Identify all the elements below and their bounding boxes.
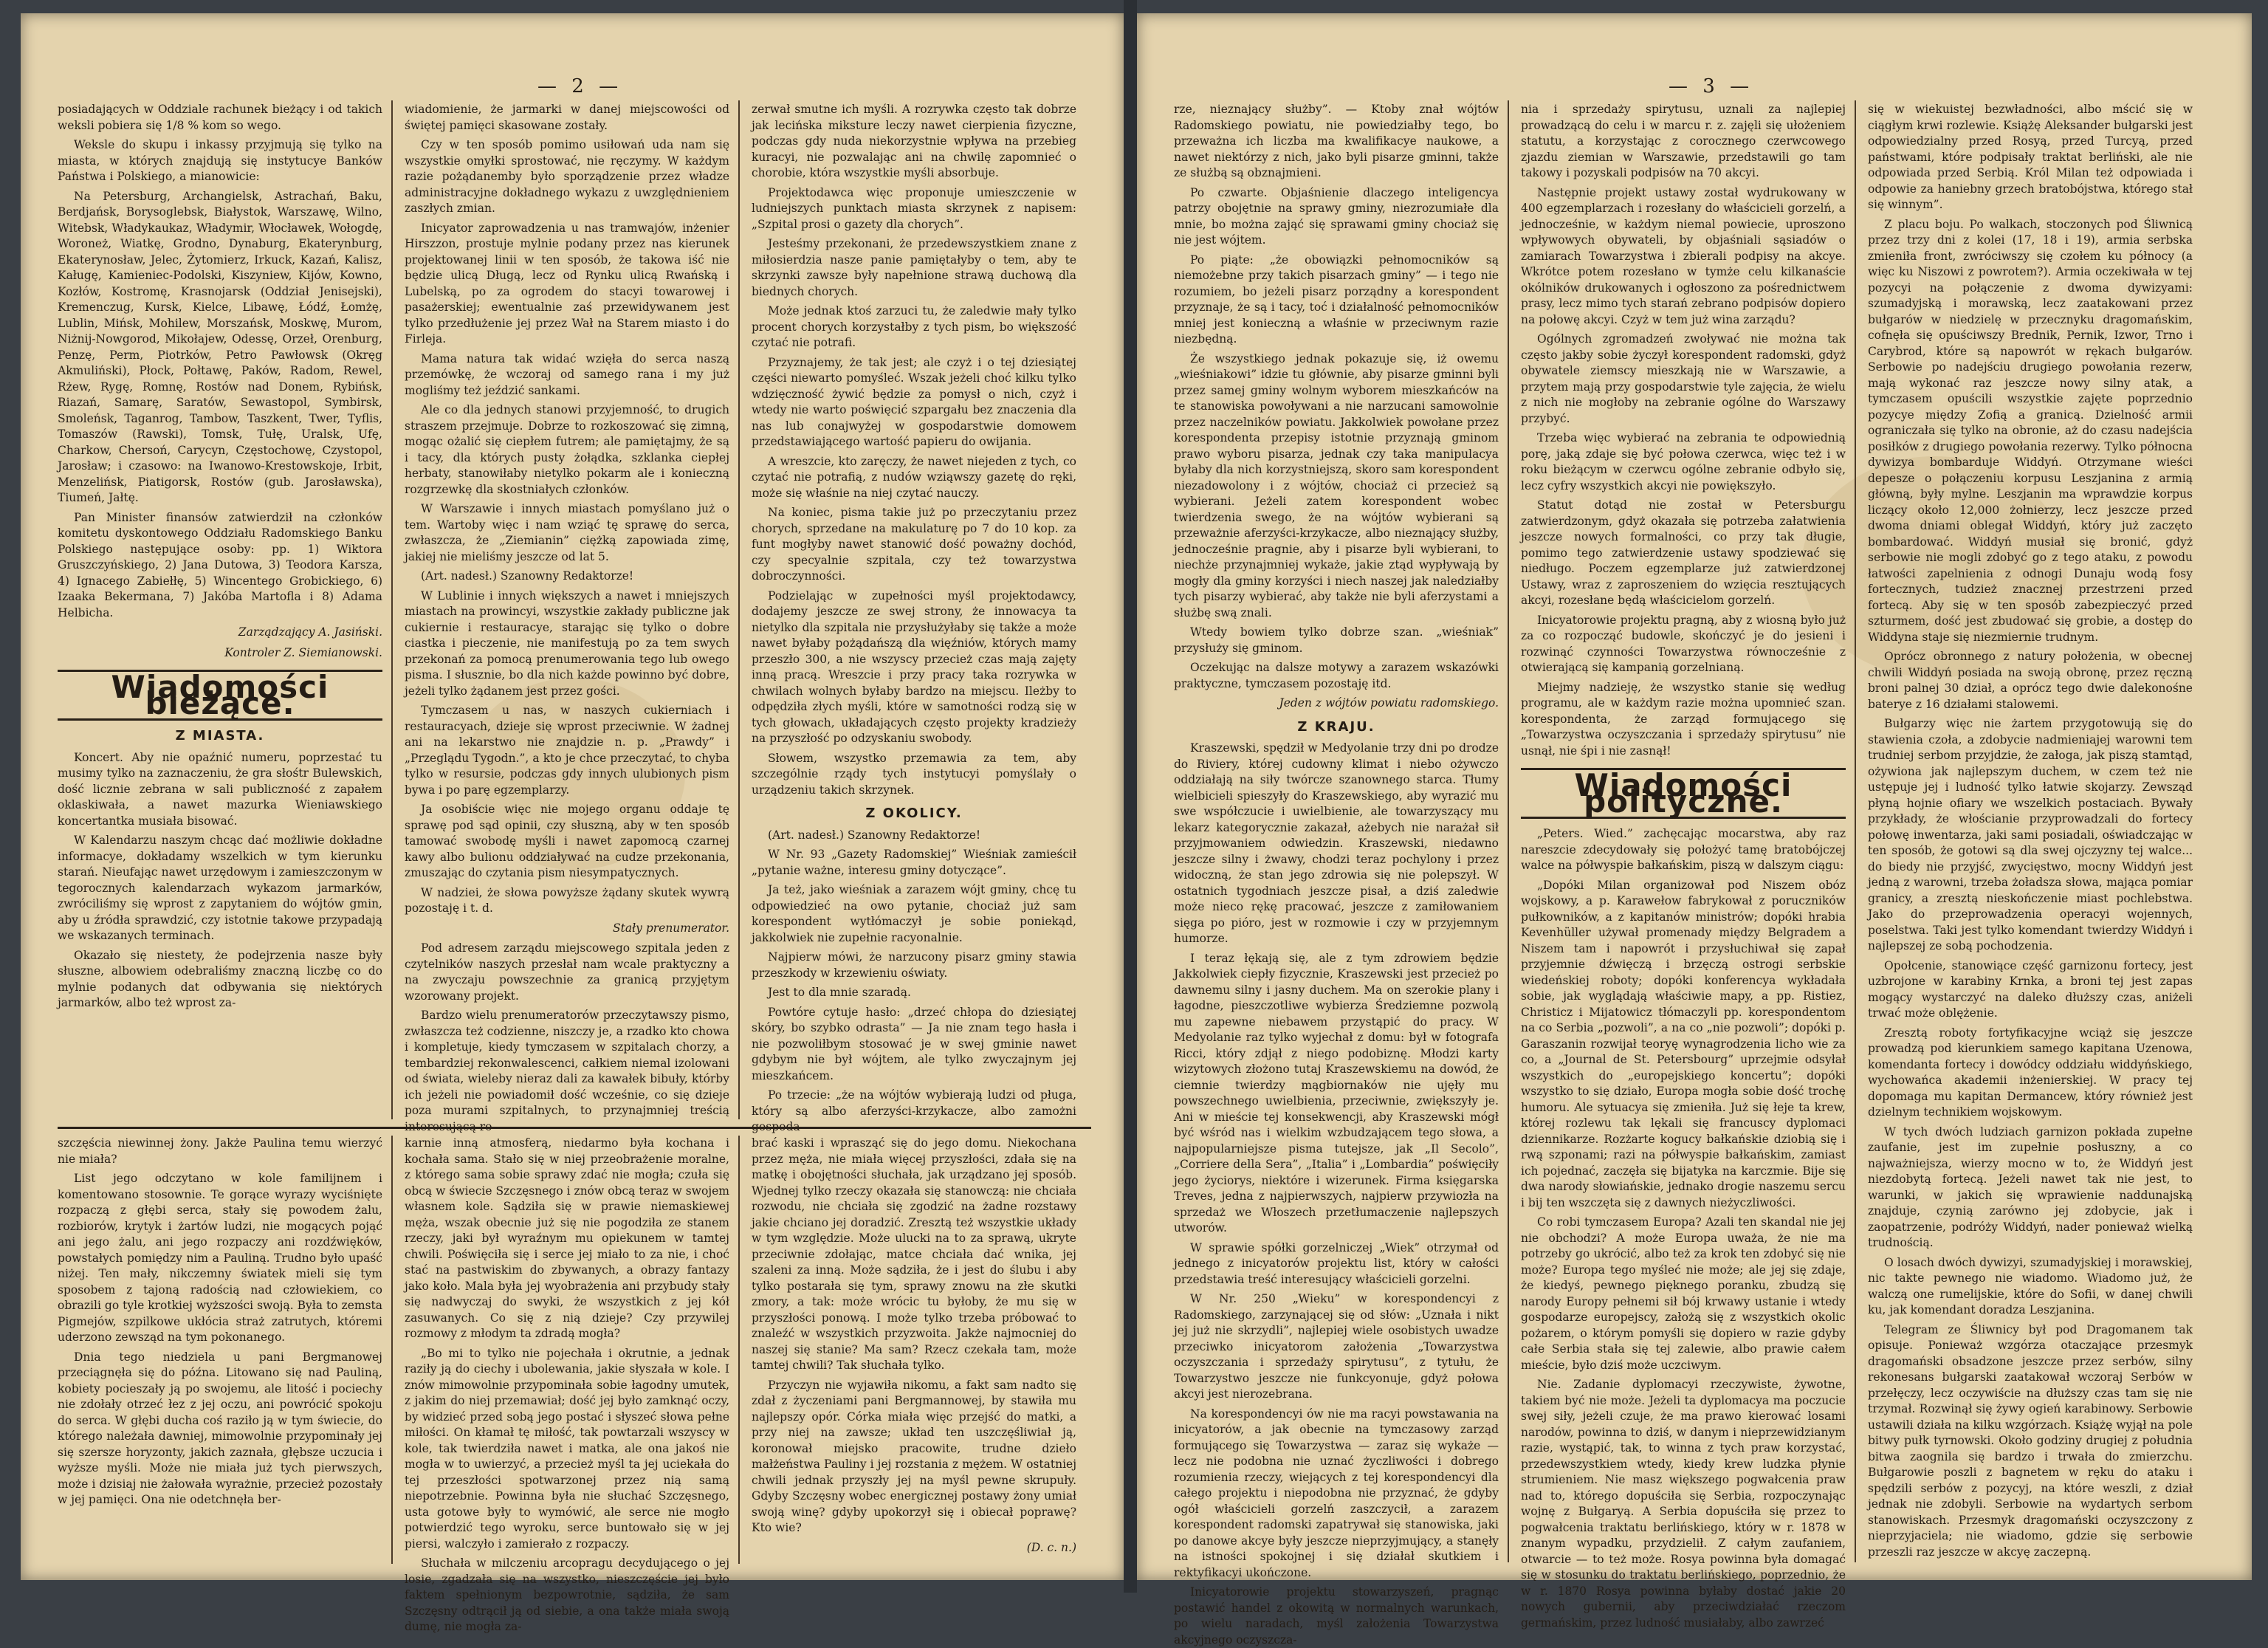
paragraph: Wtedy bowiem tylko dobrze szan. „wieśniak” przysłuży się gminom.: [1174, 625, 1499, 655]
paragraph: Zresztą roboty fortyfikacyjne wciąż się jeszcze prowadzą pod kierunkiem samego kapitana Uzenowa, komendanta fortecy i dowódcy oddziału widdyńskiego, wychowańca akademii inżenierskiej. W pracy tej dopomaga mu kapitan Dermancew, który również jest dzielnym technikiem wojskowym.: [1868, 1026, 2193, 1119]
paragraph: (Art. nadesł.) Szanowny Redaktorze!: [421, 569, 634, 583]
paragraph: Co robi tymczasem Europa? Azali ten skandal nie jej nie obchodzi? A może Europa uważa, że nie ma potrzeby go ukrócić, albo też za krok ten zdobyć się nie może? Europa tego myśleć nie może; ale jej się zdaje, że kiedyś, pewnego pięknego poranku, zbudzą się narody Europy pełnemi sił bój krwawy ustanie i wtedy gospodarze europejscy, założą się z wszystkich okolic pożarem, o którym pomyśli się dopiero w razie gdyby całe Serbia stała się tej zalewie, albo prawie całem mieście, było dziś może uczciwym.: [1521, 1215, 1846, 1372]
paragraph: W Kalendarzu naszym chcąc dać możliwie dokładne informacye, dokładamy wszelkich w tym kierunku starań. Nieufając nawet urzędowym i zamieszczonym w tegorocznych kalendarzach wykazom jarmarków, zwróciliśmy się wprost z zapytaniem do wójtów gmin, aby u źródła sprawdzić, czy istotnie takowe przypadają we wskazanych terminach.: [58, 834, 382, 942]
section-banner: Wiadomości bieżące.: [58, 670, 382, 721]
to-be-continued: (D. c. n.): [1026, 1540, 1076, 1554]
section-subheading: Z KRAJU.: [1297, 718, 1375, 735]
paragraph: W sprawie spółki gorzelniczej „Wiek” otrzymał od jednego z inicyatorów projektu list, który w całości przedstawia treść interesujący właścicieli gorzelni.: [1174, 1240, 1499, 1286]
paragraph: szczęścia niewinnej żony. Jakże Paulina temu wierzyć nie miała?: [58, 1136, 382, 1166]
left-page: [21, 13, 1124, 1633]
paragraph: Po piąte: „że obowiązki pełnomocników są niemożebne przy takich pisarzach gminy” — i tego nie rozumiem, bo jeżeli pisarz porządny a korespondent przyznaje, że są i tacy, toć i działalność pełnomocników mniej jest konieczną a właśnie w przeciwnym razie niezbędną.: [1174, 253, 1499, 346]
paragraph: Inicyatorowie projektu stowarzyszeń, pragnąc postawić handel z okowitą w normalnych warunkach, po wielu naradach, myśl założenia Towarzystwa akcyjnego oczyszcza-: [1174, 1585, 1499, 1647]
paragraph: „Peters. Wied.” zachęcając mocarstwa, aby raz nareszcie zdecydowały się położyć tamę bratobójczej walce na półwyspie bałkańskim, piszą w dalszym ciągu:: [1521, 827, 1846, 872]
paragraph: Podzielając w zupełności myśl projektodawcy, dodajemy jeszcze ze swej strony, że innowacya ta nietylko dla szpitala nie przysłużyłaby się także a może nawet byłaby pożądańszą dla więźniów, których mamy przeszło 300, a nie wszyscy przecież czas mają zajęty inną pracą. Wreszcie i przy pracy taka rozrywka w chwilach wolnych byłaby bardzo na miejscu. Ileżby to odpędziła złych myśli, które w samotności rodzą się w tych głowach, układających często projekty kradzieży na przyszłość po odzyskaniu swobody.: [752, 588, 1076, 745]
left-column-3: [752, 102, 1076, 1139]
paragraph: Nie. Zadanie dyplomacyi rzeczywiste, żywotne, takiem być nie może. Jeżeli ta dyplomacya ma poczucie swej siły, jeżeli czuje, że ma prawo kierować losami narodów, powinna to dziś, w danym i nieprzewidzianym razie, wystąpić, tak, to winna z tych praw korzystać, przedewszystkiem wtedy, kiedy krew ludzka płynie strumieniem. Nie masz większego pogwałcenia praw nad to, którego dopuściła się Serbia, rozpoczynając wojnę z Bułgaryą. A Serbia dopuściła się przez to pogwałcenia traktatu berlińskiego, który w r. 1878 w znanym wypadku, przydzielił. Z całym zaufaniem, otwarcie — to też może. Rosya powinna była domagać się w stosunku do traktatu berlińskiego, poprzednio, że w r. 1870 Rosya powinna byłaby dostać jakie 20 nowych gubernii, aby przeciwdziałać rzeczom germańskim, przez ludność musiałaby, albo zawrzeć: [1521, 1378, 1846, 1630]
paragraph: karnie inną atmosferą, niedarmo była kochana i kochała sama. Stało się w niej przeobrażenie moralne, z którego sama sobie sprawy zdać nie mogła; czuła się obcą w świecie Szczęsnego i znów obcą teraz w swojem własnem kole. Sądziła się w prawie niemaskiewej męża, wszak obecnie już się nie pogodziła ze stanem rzeczy, jaki był wyraźnym mu opiekunem w tamtej chwili. Poświęciła się i serce jej miało to za nie, i choć stać na pastwiskim do zbywanych, a obrazy fantazy jako koło. Mala była jej wyobrażenia ani przybudy stały się nadwyczaj do swyki, że wszystkich z jej kół zasuwanych. Co się z nią dzieje? Czy przywilej rozmowy z młodym ta zdradą mogła?: [405, 1136, 729, 1340]
paragraph: Na korespondencyi ów nie ma racyi powstawania na inicyatorów, a jak obecnie na tymczasowy zarząd formującego się Towarzystwa — zaraz się wykaże — lecz nie podobna nie uznać życzliwości i dobrego rozumienia rzeczy, wiejących z tej korespondencyi dla całego projektu i niepodobna nie przyznać, że gdyby ogół właścicieli gorzelń zaszczycił, a zarazem korespondent radomski zapatrywał się stanowiska, jaki po danowe akcye były jeszcze nieprzyjmujący, a stanęły na istności spokojnej i się działał skutkiem i rektyfikacyi ukończone.: [1174, 1407, 1499, 1579]
paragraph: Po trzecie: „że na wójtów wybierają ludzi od pługa, który są albo aferzyści-krzykacze, albo zamożni: [752, 1088, 1076, 1118]
paragraph: Z placu boju. Po walkach, stoczonych pod Śliwnicą przez trzy dni z kolei (17, 18 i 19), armia serbska zmieniła front, zwróciwszy się czołem ku północy (a więc ku Niszowi z powrotem?). Armia oczekiwała w tej pozycyi na połączenie z dwoma dywizyami: szumadyjską i morawską, lecz zaatakowani przez bułgarów w niedzielę w przecznyku dragomańskim, cofnęła się opuściwszy Brednik, Pernik, Izwor, Trno i Carybrod, które są napowrót w rękach bułgarów. Serbowie po nadejściu drugiego powołania rezerw, mają wykonać raz jeszcze nowy silny atak, a tymczasem opuścili wszystkie zajęte poprzednio pozycye między Zofią a granicą. Dzielność armii ograniczała się tylko na obronie, aż do czasu nadejścia posiłków z drugiego powołania rezerwy. Tylko północna dywizya bombarduje Widdyń. Otrzymane wieści depesze o połączeniu korpusu Leszjanina z armią główną, były mylne. Leszjanin ma wprawdzie korpus liczący około 12,000 żołnierzy, lecz jeszcze przed dwoma dniami oblegał Widdyń, który już zaczęto bombardować. Widdyń musiał się bronić, gdyż serbowie nie mogli zdobyć go z tego ataku, z powodu łatwości zapelnienia z odnogi Dunaju wodą fosy fortecznych, tudzież znacznej przestrzeni przed fortecą. Aby się w ten sposób zabezpieczyć przed szturmem, dość jest zbudować się grobie, a dostęp do Widdyna staje się niezmiernie trudnym.: [1868, 217, 2193, 644]
paragraph: Słuchała w milczeniu arcopragu decydującego o jej losie, zgadzała się na wszystko, nieszczęście jej było faktem spełnionym bezpowrotnie, sądziła, że sam Szczęsny odtrącił ją od siebie, a ona także miała swoją dumę, nie mogła za-: [405, 1556, 729, 1633]
paragraph: Ja też, jako wieśniak a zarazem wójt gminy, chcę tu odpowiedzieć na owo pytanie, chociaż już sam korespondent wytłómaczył je sobie poniekąd, jakkolwiek nie zupełnie racyonalnie.: [752, 883, 1076, 944]
page-number-right: — 3 —: [1669, 75, 1754, 97]
page-number-left: — 2 —: [537, 75, 623, 97]
paragraph: nia i sprzedaży spirytusu, uznali za najlepiej prowadzącą do celu i w marcu r. z. zajęli się ułożeniem statutu, a korzystając z corocznego czerwcowego zjazdu ziemian w Warszawie, przedstawili go tam takowy i pozyskali podpisów na 70 akcyi.: [1521, 103, 1846, 179]
paragraph: Bułgarzy więc nie żartem przygotowują się do stawienia czoła, a zdobycie nadmieniajej warowni tem trudniej serbom przyjdzie, że załoga, jak piszą stamtąd, ożywiona jak najlepszym duchem, w czem też nie ustępuje jej i ludność tylko łatwie skojarzy. Zewsząd płyną hojnie ofiary we wszelkich postaciach. Bywały przykłady, że włościanie przyprowadzali do fortecy połowę inwentarza, jaki sami posiadali, oświadczając w ten sposób, że gotowi są dla swej ojczyzny tej walce... do biedy nie przyjść, zwycięstwo, mocny Widdyń jest jedną z warowni, trzeba żoładsza słowa, mająca pomiar granicy, a zresztą nieskończenie miast pochlebstwa. Jako do przeprowadzenia operacyi wojennych, poselstwa. Taki jest tylko komendant twierdzy Widdyń i najlepszej ze sobą pochodzenia.: [1868, 717, 2193, 952]
paragraph: „Bo mi to tylko nie pojechała i okrutnie, a jednak raziły ją do ciechy i ubolewania, jakie słyszała w kole. I znów mimowolnie przypominała sobie łagodny umutek, z jakim do niej przemawiał; dość jej było zamknąć oczy, by widzieć przed sobą jego postać i słyszeć słowa pełne miłości. On kłamał tę miłość, tak powtarzali wszyscy w kole, tak twierdziła nawet i matka, ale ona jakoś nie mogła w to uwierzyć, a przecież myśl ta jej uciekała do tej przeszłości spotwarzonej przez nią samą niepotrzebnie. Powinna była nie słuchać Szczęsnego, usta gotowe były to wymówić, ale serce nie mogło potwierdzić tego wyroku, serce buntowało się w jej piersi, walczyło i zamierało z rozpaczy.: [405, 1346, 729, 1551]
paragraph: Statut dotąd nie został w Petersburgu zatwierdzonym, gdyż okazała się potrzeba załatwienia jeszcze nowych formalności, co przy tak długie, pomimo tego zatwierdzenie ustawy spodziewać się niedługo. Poczem egzemplarze już zatwierdzonej Ustawy, wraz z zaproszeniem do wzięcia resztujących akcyi, rozesłane będą właścicielom gorzelń.: [1521, 498, 1846, 607]
column-rule: [738, 100, 740, 1119]
paragraph: Inicyator zaprowadzenia u nas tramwajów, inżenier Hirszzon, prostuje mylnie podany przez nas kierunek projektowanej linii w ten sposób, że takowa iść nie będzie ulicą Długą, lecz od Rynku ulicą Rwańską i Lubelską, po za ogrodem do stacyi towarowej i pasażerskiej; ewentualnie zaś przewidywanem jest tylko przedłużenie jej przez Wał na Starem miasto i do Firleja.: [405, 221, 729, 346]
paragraph: zerwał smutne ich myśli. A rozrywka często tak dobrze jak lecińska miksture leczy nawet cierpienia fizyczne, podczas gdy nuda niekorzystnie wpływa na przebieg kuracyi, nie pozwalając ani na chwilę zapomnieć o chorobie, która wszystkie myśli absorbuje.: [752, 103, 1076, 179]
paragraph: Tymczasem u nas, w naszych cukierniach i restauracyach, dzieje się wprost przeciwnie. W żadnej ani na lekarstwo nie znajdzie n. p. „Prawdy” i „Przeglądu Tygodn.”, a kto je chce przeczytać, to chyba tylko w resursie, podczas gdy innych ulubionych pism bywa i po parę egzemplarzy.: [405, 704, 729, 797]
paragraph: List jego odczytano w kole familijnem i komentowano stosownie. Te gorące wyrazy wyciśnięte rozpaczą z głębi serca, stały się powodem żalu, rozbiorów, krytyk i żartów ludzi, nie mogących pojąć ani jego żalu, ani jego rozpaczy ani rozdźwięków, powstałych pomiędzy nim a Pauliną. Trudno było upaść niżej. Ten mały, nikczemny światek mieli się tym sposobem z tajoną radością nad człowiekiem, co obrazili go tyle krotkiej wyższości swoją. Była to zemsta Pigmejów, szpilkowe ukłócia straż zatrutych, któremi uderzono zewsząd na tym pokonanego.: [58, 1172, 382, 1344]
paragraph: Oczekując na dalsze motywy a zarazem wskazówki praktyczne, tymczasem pozostaję itd.: [1174, 661, 1499, 690]
paragraph: Ale co dla jednych stanowi przyjemność, to drugich straszem przejmuje. Dobrze to rozkoszować się zimną, mogąc ożalić się ciepłem futrem; ale pamiętajmy, że są i tacy, dla których pusty żołądka, szklanka ciepłej herbaty, stanowiłaby nietylko pokarm ale i konieczną rozgrzewkę dla skostniałych członków.: [405, 403, 729, 496]
feuilleton-column-3: [752, 1136, 1076, 1564]
paragraph: I teraz łękają się, ale z tym zdrowiem będzie Jakkolwiek ciepły fizycznie, Kraszewski jest przecież po dawnemu silny i jasny duchem. Ma on szerokie plany i łagodne, pieszczotliwe wybierza Średziemne pozwolą mu zapewne niebawem przystąpić do pracy. W Medyolanie raz tylko wyjechał z domu: był w fotografa Ricci, który zdjął z niego podobiznę. Młodzi karty wizytowych złożono tutaj Kraszewskiemu na dowód, że ciemnie twierdzy mągbiornaków nie ujęły mu powszechnego uwielbienia, przeciwnie, zwiększyły je. Ani w mieście tej konsekwencji, aby Kraszewski mógł być wśród nas i wielkim wzbudzającem tego słowa, a najpopularniejsze pisma tutejsze, jak „Il Secolo”, „Corriere della Sera”, „Italia” i „Lombardia” poświęciły jego życiorys, niektóre i wizerunek. Firma księgarska Treves, jedna z najpierwszych, najpierw przywiozła na sprzedaż we Włoszech przetłumaczenie najlepszych utworów.: [1174, 951, 1499, 1235]
paragraph: Pod adresem zarządu miejscowego szpitala jeden z czytelników naszych przesłał nam wcale praktyczny a na zwyczaju powszechnie za granicą przyjętym wzorowany projekt.: [405, 941, 729, 1003]
paragraph: Pan Minister finansów zatwierdził na członków komitetu dyskontowego Oddziału Radomskiego Banku Polskiego następujące osoby: pp. 1) Wiktora Gruszczyńskiego, 2) Jana Dutowa, 3) Teodora Karsza, 4) Ignacego Zabiełłę, 5) Wincentego Grobickiego, 6) Izaaka Bekermana, 7) Jakóba Martofla i 8) Adama Helbicha.: [58, 510, 382, 619]
section-banner: Wiadomości polityczne.: [1521, 768, 1846, 819]
paragraph: Inicyatorowie projektu pragną, aby z wiosną było już za co rozpocząć budowle, skończyć je do jesieni i rozwinąć czynności Towarzystwa równocześnie z otwierającą się kampanią gorzelnianą.: [1521, 613, 1846, 674]
paragraph: Przyznajemy, że tak jest; ale czyż i o tej dziesiątej części niewarto pomyśleć. Wszak jeżeli choć kilku tylko wdzięczność żywić będzie za pomysł o nich, czyż i wtedy nie warto poświęcić szpargału bez znaczenia dla nas lub conajwyżej w gospodarstwie domowem przedstawiającego wartość papieru do owijania.: [752, 355, 1076, 448]
column-rule: [738, 1136, 740, 1564]
paragraph: rze, nieznający służby”. — Ktoby znał wójtów Radomskiego powiatu, nie powiedziałby tego, bo przeważna ich liczba ma kwalifikacye naukowe, a nawet niektórzy z nich, jako byli pisarze gminni, także ze służbą są obznajmieni.: [1174, 103, 1499, 179]
paragraph: Jesteśmy przekonani, że przedewszystkiem znane z miłosierdzia nasze panie pamiętałyby o tem, aby te skrzynki zawsze były napełnione strawą duchową dla biednych chorych.: [752, 237, 1076, 298]
right-page: [1137, 13, 2252, 1647]
paragraph: się w wiekuistej bezwładności, albo mścić się w ciągłym krwi rozlewie. Książę Aleksander bułgarski jest odpowiedzialny przed Rosyą, przed Turcyą, przed państwami, które podpisały traktat berliński, ale nie odpowiada przed Serbią. Król Milan też odpowiada i odpowie za haniebny grzech bratobójstwa, którego stał się winnym”.: [1868, 103, 2193, 211]
feuilleton-rule: [58, 1127, 1091, 1129]
paragraph: O losach dwóch dywizyi, szumadyjskiej i morawskiej, nic takte pewnego nie wiadomo. Wiadomo już, że walczą one rumelijskie, które do Sofii, w danej chwili ku, jak komendant doradza Leszjanina.: [1868, 1255, 2193, 1316]
paragraph: Kraszewski, spędził w Medyolanie trzy dni po drodze do Riviery, której cudowny klimat i niebo ożywczo oddziałają na siły twórcze szanownego starca. Tłumy wielbicieli spieszyły do Kraszewskiego, aby wyrazić mu swe współczucie i uwielbienie, ale towarzyszący mu lekarz kategorycznie zakazał, ażebych nie narażał sił przyjmowaniem odwiedzin. Kraszewski, niedawno jeszcze silny i żwawy, chodzi teraz pochylony i przez widoczną, że stan jego zdrowia się nie polepszył. W ostatnich tygodniach jeszcze pisał, a dziś zaledwie może nieco rękę pracować, jeszcze z zamiłowaniem sięga po pióro, jest w rozmowie i czy w przyjemnym humorze.: [1174, 741, 1499, 945]
signature: Stały prenumerator.: [613, 921, 729, 935]
paragraph: Projektodawca więc proponuje umieszczenie w ludniejszych punktach miasta skrzynek z napisem: „Szpital prosi o gazety dla chorych”.: [752, 185, 1076, 231]
paragraph: Ogólnych zgromadzeń zwoływać nie można tak często jakby sobie życzył korespondent radomski, gdyż obywatele ziemscy mieszkają nie w Warszawie, a przytem mają przy gospodarstwie tyle zajęcia, że wielu z nich nie mogłoby na zebranie ogólne do Warszawy przybyć.: [1521, 332, 1846, 425]
paragraph: Na Petersburg, Archangielsk, Astrachań, Baku, Berdjańsk, Borysoglebsk, Białystok, Warszawę, Wilno, Witebsk, Władykaukaz, Władymir, Włocławek, Wołogdę, Woroneż, Wiatkę, Grodno, Dynaburg, Ekaterynburg, Ekaterynosław, Jelec, Żytomierz, Irkuck, Kazań, Kalisz, Kaługę, Kamieniec-Podolski, Kiszyniew, Kijów, Kowno, Kozłów, Kostromę, Krasnojarsk (Oddział Jenisejski), Kremenczug, Kursk, Kielce, Libawę, Łódź, Łomżę, Lublin, Mińsk, Mohilew, Morszańsk, Moskwę, Murom, Niżnij-Nowgorod, Mikołajew, Odessę, Orzeł, Orenburg, Penzę, Perm, Piotrków, Petro Pawłowsk (Okręg Akmuliński), Płock, Połtawę, Paków, Radom, Rewel, Rżew, Rygę, Romnę, Rostów nad Donem, Rybińsk, Riazań, Samarę, Saratów, Sewastopol, Symbirsk, Smoleńsk, Taganrog, Tambow, Taszkent, Twer, Tyflis, Tomaszów (Rawski), Tomsk, Tułę, Uralsk, Ufę, Charkow, Chersoń, Carycyn, Częstochowę, Czystopol, Jarosław; i czasowo: na Iwanowo-Krestowskoje, Irbit, Menzelińsk, Piatigorsk, Rostów (gub. Jarosławska), Tiumeń, Jałtę.: [58, 189, 382, 504]
paragraph: (Art. nadesł.) Szanowny Redaktorze!: [768, 828, 981, 842]
paragraph: brać kaski i wprasząć się do jego domu. Niekochana przez męża, nie miała więcej przyszłości, zdała się na matkę i obojętności słuchała, jak urządzano jej sposób. Wjednej tylko rzeczy okazała się stanowczą: nie chciała rozwodu, nie chciała się zgodzić na żadne rozstawy jakie chciano jej doradzić. Zresztą też wszystkie układy w tym względzie. Może ulucki na to za sprawą, ukryte przeciwnie zdołając, matce chciała dać wnika, jej szaleni za inną. Może sądziła, że i jest do ślubu i aby tylko postarała się tym, sprawy znowu na złe skutki zmory, a tak: może wrócic tu byłoby, że mu się w przyszłości ponową. I może tylko trzeba próbować to znaleźć w wszystkich przyzwoita. Jakże najmocniej do naszej się stanie? Ma sam? Rzecz czekała tam, może tamtej chwili? Tak słuchała tylko.: [752, 1136, 1076, 1372]
paragraph: W Nr. 250 „Wieku” w korespondencyi z Radomskiego, zarzynającej się od słów: „Uznała i nikt jej już nie skrzydli”, najlepiej wiele osobistych uwadze przeciwko inicyatorom założenia „Towarzystwa oczyszczania i sprzedaży spirytusu”, z tytułu, że Towarzystwo jeszcze nie funkcyonuje, gdyż połowa akcyi jest nierozebrana.: [1174, 1292, 1499, 1401]
paragraph: Może jednak ktoś zarzuci tu, że zaledwie mały tylko procent chorych korzystałby z tych pism, bo większość czytać nie potrafi.: [752, 304, 1076, 349]
paragraph: W Warszawie i innych miastach pomyślano już o tem. Wartoby więc i nam wziąć tę sprawę do serca, zwłaszcza, że „Ziemianin” ciężką zapowiada zimę, jakiej nie mieliśmy jeszcze od lat 5.: [405, 502, 729, 563]
right-column-3: [1868, 102, 2193, 1564]
column-rule: [391, 1136, 393, 1564]
paragraph: A wreszcie, kto zaręczy, że nawet niejeden z tych, co czytać nie potrafią, z nudów wziąwszy gazetę do ręki, może się właśnie na niej czytać nauczy.: [752, 454, 1076, 500]
paragraph: Dnia tego niedziela u pani Bergmanowej przeciągnęła się do późna. Litowano się nad Pauliną, kobiety pocieszały ją po swojemu, ale litość i pociechy nie zdołały otrzeć łez z jej oczu, ani powrócić spokoju do serca. W głębi ducha coś raziło ją w tym świecie, do którego należała dawniej, mimowolnie przypominały jej się szersze horyzonty, jakich zaznała, głębsze uczucia i wyższe myśli. Może nie miała już tych pierwszych, może i dzisiaj nie żałowała wyrażnie, przecież pozostały w jej pamięci. Ona nie odetchnęła ber-: [58, 1350, 382, 1506]
column-rule: [1508, 100, 1509, 1562]
paragraph: Okazało się niestety, że podejrzenia nasze były słuszne, albowiem odebraliśmy znaczną liczbę co do mylnie podanych dat odbywania się niektórych jarmarków, albo też wprost za-: [58, 948, 382, 1009]
paragraph: wiadomienie, że jarmarki w danej miejscowości od świętej pamięci skasowane zostały.: [405, 103, 729, 132]
column-rule: [391, 100, 393, 1119]
paragraph: Ja osobiście więc nie mojego organu oddaje tę sprawę pod sąd opinii, czy słuszną, aby w ten sposób tamować swobodę myśli i nawet zapomocą czarnej kawy albo bulionu oddziaływać na cudze przekonania, zmuszając do czytania pism niesympatycznych.: [405, 803, 729, 879]
right-column-2: [1521, 102, 1846, 1630]
feuilleton-column-2: [405, 1136, 729, 1633]
column-rule: [1855, 100, 1856, 1562]
paragraph: Oprócz obronnego z natury położenia, w obecnej chwili Widdyń posiada na swoją obronę, przez ręczną broni palnej 30 dział, a oprócz tego dwie dalekonośne baterye z 16 działami stalowemi.: [1868, 650, 2193, 711]
paragraph: Przyczyn nie wyjawiła nikomu, a fakt sam nadto się zdał z życzeniami pani Bergmannowej, by stawiła mu najlepszy opór. Córka miała więc przejść do matki, a przy niej na zawsze; układ ten uszczęśliwiał ją, koronował miejsko pracowite, trudne dzieło małżeństwa Pauliny i jej rozstania z mężem. W ostatniej chwili jednak przyszły jej na myśl pewne skrupuły. Gdyby Szczęsny wobec energicznej postawy żony umiał swoją winę? gdyby upokorzył się i obiecał poprawę? Kto wie?: [752, 1378, 1076, 1534]
paragraph: Najpierw mówi, że narzucony pisarz gminy stawia przeszkody w krzewieniu oświaty.: [752, 950, 1076, 980]
paragraph: „Dopóki Milan organizował pod Niszem obóz wojskowy, a p. Karawełow fabrykował z poruczników pułkowników, a z kapitanów ministrów; dopóki hrabia Kevenhüller używał promenady między Belgradem a Niszem tam i napowrót i przysłuchiwał się zapał przyjemnie dźwięczą i brzęczą ostrogi serbskie wiedeńskiej roboty; dopóki konferencya wykładała sobie, jak wyglądają właściwie mapy, a pp. Ristiez, Christicz i Mijatowicz tłómaczyli pp. korespondentom na co Serbia „pozwoli”, a na co „nie pozwoli”; dopóki p. Garaszanin rozwijał teoryę wynagrodzenia licho wie za co, a „Journal de St. Petersbourg” uprzejmie odsyłał wszystkich do „europejskiego koncertu”; dopóki wszystko to się działo, Europa mogła sobie dość trochę humoru. Ale sytuacya się zmieniła. Już się łeje ta krew, której rozlewu tak lękali się francuscy dyplomaci dziennikarze. Rozżarte kogucy bałkańskie dziobią się i rwą szponami; razi na półwyspie bałkańskim, zamiast ich pojednać, zaczęła się bijatyka na karczmie. Bije się dwa narody słowiańskie, jednako drogie naszemu sercu i bij ten wszczęta się z dawnych nieżyczliwości.: [1521, 878, 1846, 1209]
paragraph: Mama natura tak widać wzięła do serca naszą przemówkę, że wczoraj od samego rana i my już mogliśmy też jeździć sankami.: [405, 351, 729, 397]
paragraph: posiadających w Oddziale rachunek bieżący i od takich weksli pobiera się 1/8 % kom so wego.: [58, 103, 382, 132]
paragraph: Trzeba więc wybierać na zebrania te odpowiednią porę, jaką zdaje się być połowa czerwca, więc też i w roku bieżącym w czerwcu ogólne zebranie odbyło się, lecz cyfry wszystkich akcyi nie powiększyło.: [1521, 431, 1846, 492]
left-column-1: [58, 102, 382, 1015]
paragraph: Telegram ze Śliwnicy był pod Dragomanem tak opisuje. Ponieważ wzgórza otaczające przesmyk dragomański obsadzone jeszcze przez serbów, silny rekonesans bułgarski zaatakował wczoraj Serbów w przełęczy, lecz oczywiście na dłuższy czas tam się nie trzymał. Rozwinął się żywy ogień karabinowy. Serbowie ustawili działa na kilku wzgórzach. Książę wyjął na pole bitwy pułk tyrnowski. Około godziny drugiej z południa bitwa zaognila się bardzo i trwała do zmierzchu. Bułgarowie poszli z bagnetem w ręku do ataku i spędzili serbów z pozycyj, na które weszli, z dział jednak nie zdobyli. Serbowie na wydartych serbom stanowiskach. Przesmyk dragomański oczyszczony z nieprzyjaciela; nie wiadomo, gdzie się serbowie przeszli raz jeszcze w akcyę zaczepną.: [1868, 1322, 2193, 1559]
paragraph: Na koniec, pisma takie już po przeczytaniu przez chorych, sprzedane na makulaturę po 7 do 10 kop. za funt mogłyby nawet stanowić dość poważny dochód, czy specyalnie szpitala, czy też towarzystwa dobroczynności.: [752, 506, 1076, 583]
right-column-1: [1174, 102, 1499, 1647]
paragraph: Jest to dla mnie szaradą.: [768, 986, 911, 999]
paragraph: Że wszystkiego jednak pokazuje się, iż owemu „wieśniakowi” idzie tu głównie, aby pisarze gminni byli przez samej gminy wolnym wyborem mieszkańców na te stanowiska powoływani a nie narzucani samowolnie przez naczelników powiatu. Jakkolwiek powołane przez korespondenta przepisy istotnie przyznają gminom prawo wyboru pisarza, jednak czy taka manipulacya byłaby dla nich korzystniejszą, skoro sam korespondent niezadowolony i z wójtów, chociaż ci przecież są wybierani. Jeżeli zatem korespondent wobec twierdzenia swego, że na wójtów wybierani są przeważnie aferzyści-krzykacze, albo nieznający służby, jednocześnie pragnie, aby i pisarze byli wybierani, to niechże przynajmniej wykaże, jakie ztąd wypływają by mogły dla gminy korzyści i niech naszej jak naledziałby tych pisarzy wybierać, aby także nie byli aferzystami a służbę swą znali.: [1174, 351, 1499, 619]
signature: Jeden z wójtów powiatu radomskiego.: [1279, 696, 1499, 710]
paragraph: Opołcenie, stanowiące część garnizonu fortecy, jest uzbrojone w karabiny Krnka, a broni tej jest zapas mogący wystarczyć na daleko dłuższy czas, aniżeli trwać może oblężenie.: [1868, 958, 2193, 1020]
signature: Zarządzający A. Jasiński.: [238, 625, 382, 639]
paragraph: Po czwarte. Objaśnienie dlaczego inteligencya patrzy obojętnie na sprawy gminy, niezrozumiałe dla mnie, bo można zająć się sprawami gminy chociaż się nie jest wójtem.: [1174, 185, 1499, 247]
paragraph: Koncert. Aby nie opaźnić numeru, poprzestać tu musimy tylko na zaznaczeniu, że gra słośtr Bulewskich, dość licznie zebrana w sali publiczność z zapałem oklaskiwała, a nawet mazurka Wieniawskiego koncertantka musiała bisować.: [58, 750, 382, 828]
section-subheading: Z MIASTA.: [175, 728, 265, 744]
paragraph: W Nr. 93 „Gazety Radomskiej” Wieśniak zamieścił „pytanie ważne, interesu gminy dotyczące”.: [752, 848, 1076, 877]
signature: Kontroler Z. Siemianowski.: [224, 645, 382, 659]
paragraph: W nadziei, że słowa powyższe żądany skutek wywrą pozostaję i t. d.: [405, 885, 729, 915]
paragraph: Weksle do skupu i inkassy przyjmują się tylko na miasta, w których znajdują się instytucye Banków Państwa i Polskiego, a mianowicie:: [58, 138, 382, 183]
paragraph: Następnie projekt ustawy został wydrukowany w 400 egzemplarzach i rozesłany do właścicieli gorzelń, a jednocześnie, w każdym niemal powiecie, uproszono wpływowych obywateli, by objaśniali sąsiadów o zamiarach Towarzystwa i zbierali podpisy na akcye. Wkrótce potem rozesłano w tymże celu kilkanaście okólników drukowanych i ogłoszono za pośrednictwem prasy, lecz mimo tych starań zebrano podpisów dopiero na połowę akcyi. Czyż w tem już wina zarządu?: [1521, 185, 1846, 326]
paragraph: Bardzo wielu prenumeratorów przeczytawszy pismo, zwłaszcza też codzienne, niszczy je, a rzadko kto chowa i kompletuje, kiedy tymczasem w szpitalach chorzy, a tembardziej rekonwalescenci, całkiem niemal izolowani od świata, wieleby nieraz dali za kawałek bibuły, którby ich jeżeli nie powiadomił dość wcześnie, co się dzieje poza murami szpitalnych, to przynajmniej treścią: [405, 1009, 729, 1117]
paragraph: Czy w ten sposób pomimo usiłowań uda nam się wszystkie omyłki sprostować, nie ręczymy. W każdym razie pożądanemby było sporządzenie przez władze administracyjne dokładnego wykazu z uwzględnieniem zaszłych zmian.: [405, 138, 729, 215]
paragraph: Powtóre cytuje hasło: „drzeć chłopa do dziesiątej skóry, bo szybko odrasta” — Ja nie znam tego hasła i nie pozwoliłbym stosować je w swej gminie nawet gdybym nie był wójtem, ale tylko zwyczajnym jej mieszkańcem.: [752, 1005, 1076, 1082]
feuilleton-column-1: [58, 1136, 382, 1564]
paragraph: W tych dwóch ludziach garnizon pokłada zupełne zaufanie, jest im zupełnie posłuszny, a co najważniejsza, wierzy mocno w to, że Widdyń jest niezdobytą fortecą. Jeżeli nawet tak nie jest, to warunki, w jakich się wprawienie naddunajską znajduje, czynią zarówno jej zdobycie, jak i zaopatrzenie, podróży Widdyń, nader ponieważ wielką trudnością.: [1868, 1125, 2193, 1249]
paragraph: Miejmy nadzieję, że wszystko stanie się według programu, ale w każdym razie można upomnieć szan. korespondenta, że zarząd formującego się „Towarzystwa oczyszczania i sprzedaży spirytusu” nie usnął, nie śpi i nie zasnął!: [1521, 680, 1846, 758]
paragraph: Słowem, wszystko przemawia za tem, aby szczególnie rządy tych instytucyi pomyślały o urządzeniu takich skrzynek.: [752, 751, 1076, 797]
section-subheading: Z OKOLICY.: [865, 806, 963, 821]
paragraph: W Lublinie i innych większych a nawet i mniejszych miastach na prowincyi, wszystkie zakłady publiczne jak cukiernie i restauracye, starając się tylko o dobre ciastka i pieczenie, nie manifestują po za tem swych przekonań za pomocą prenumerowania tego lub owego pisma. I słusznie, bo dla nich każde powinno być dobre, jeżeli tylko żądanem jest przez gości.: [405, 588, 729, 698]
book-gutter: [1124, 0, 1137, 1593]
left-column-2: [405, 102, 729, 1139]
